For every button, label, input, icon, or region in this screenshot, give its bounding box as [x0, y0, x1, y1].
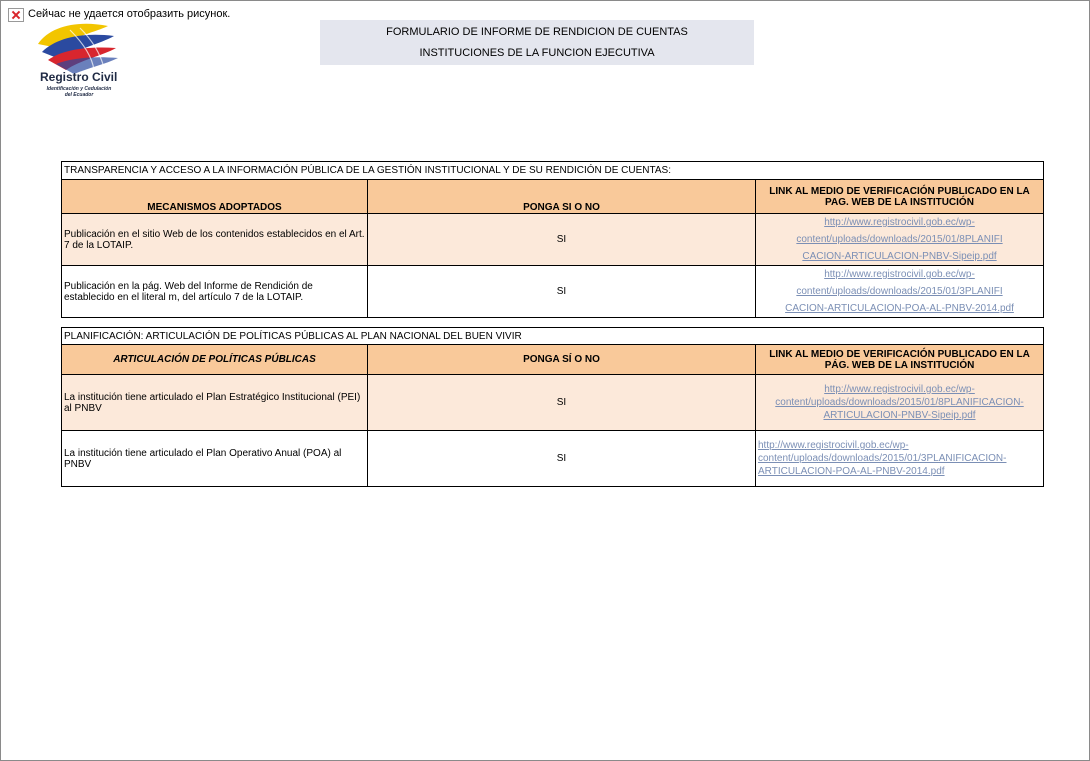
planning-table — [61, 327, 1044, 487]
planning-section-title: PLANIFICACIÓN: ARTICULACIÓN DE POLÍTICAS PÚBLICAS AL PLAN NACIONAL DEL BUEN VIVIR — [62, 328, 1044, 345]
col-link-header: LINK AL MEDIO DE VERIFICACIÓN PUBLICADO EN LA PAG. WEB DE LA INSTITUCIÓN — [756, 180, 1044, 214]
table-row — [62, 214, 1044, 266]
col-mechanisms-header: MECANISMOS ADOPTADOS — [62, 180, 368, 214]
broken-image-icon — [8, 8, 24, 22]
transparency-header-row — [62, 180, 1044, 214]
col-answer-header: PONGA SÍ O NO — [368, 345, 756, 375]
verification-link[interactable]: http://www.registrocivil.gob.ec/wp- content/uploads/downloads/2015/01/3PLANIFICACION- ARTICULACION-POA-AL-PNBV-2014.pdf — [756, 431, 1044, 487]
verification-link[interactable]: http://www.registrocivil.gob.ec/wp- content/uploads/downloads/2015/01/8PLANIFI CACION-ARTICULACION-PNBV-Sipeip.pdf — [756, 214, 1044, 266]
col-link-header: LINK AL MEDIO DE VERIFICACIÓN PUBLICADO EN LA PÁG. WEB DE LA INSTITUCIÓN — [756, 345, 1044, 375]
answer-cell: SI — [368, 375, 756, 431]
col-answer-header: PONGA SI O NO — [368, 180, 756, 214]
form-subtitle: INSTITUCIONES DE LA FUNCION EJECUTIVA — [419, 47, 655, 59]
answer-cell: SI — [368, 214, 756, 266]
mechanism-cell: Publicación en la pág. Web del Informe de Rendición de establecido en el literal m, del artículo 7 de la LOTAIP. — [62, 266, 368, 318]
policy-cell: La institución tiene articulado el Plan Operativo Anual (POA) al PNBV — [62, 431, 368, 487]
col-policies-header: ARTICULACIÓN DE POLÍTICAS PÚBLICAS — [62, 345, 368, 375]
verification-link[interactable]: http://www.registrocivil.gob.ec/wp- content/uploads/downloads/2015/01/3PLANIFI CACION-ARTICULACION-POA-AL-PNBV-2014.pdf — [756, 266, 1044, 318]
table-row — [62, 266, 1044, 318]
answer-cell: SI — [368, 431, 756, 487]
form-header — [320, 20, 754, 65]
transparency-section-title: TRANSPARENCIA Y ACCESO A LA INFORMACIÓN PÚBLICA DE LA GESTIÓN INSTITUCIONAL Y DE SU RENDICIÓN DE CUENTAS: — [62, 162, 1044, 180]
verification-link[interactable]: http://www.registrocivil.gob.ec/wp- content/uploads/downloads/2015/01/8PLANIFICACION- ARTICULACION-PNBV-Sipeip.pdf — [756, 375, 1044, 431]
table-row — [62, 375, 1044, 431]
table-row — [62, 431, 1044, 487]
logo-title: Registro Civil — [40, 70, 118, 84]
transparency-table — [61, 161, 1044, 318]
mechanism-cell: Publicación en el sitio Web de los contenidos establecidos en el Art. 7 de la LOTAIP. — [62, 214, 368, 266]
answer-cell: SI — [368, 266, 756, 318]
policy-cell: La institución tiene articulado el Plan Estratégico Institucional (PEI) al PNBV — [62, 375, 368, 431]
broken-image-message: Сейчас не удается отобразить рисунок. — [28, 8, 231, 20]
logo-subtitle: Identificación y Cedulación del Ecuador — [46, 86, 112, 98]
form-title: FORMULARIO DE INFORME DE RENDICION DE CUENTAS — [386, 26, 688, 38]
planning-header-row — [62, 345, 1044, 375]
